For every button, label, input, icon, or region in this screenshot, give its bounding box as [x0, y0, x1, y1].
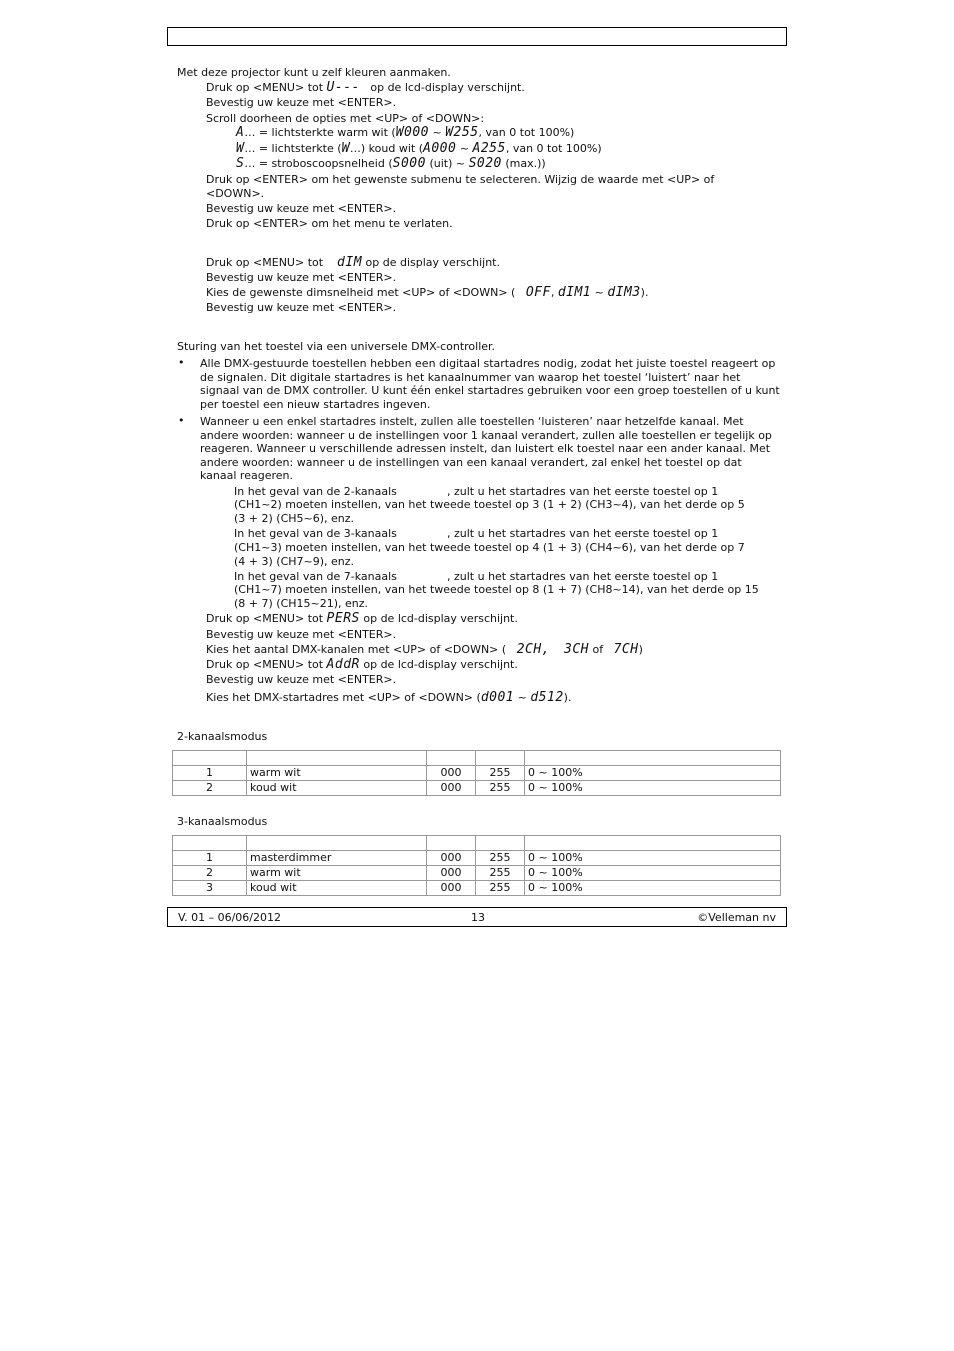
table-cell: 2 [173, 781, 247, 796]
table-cell: 1 [173, 766, 247, 781]
table-row [173, 766, 781, 781]
table-cell: koud wit [247, 881, 427, 896]
lcd-text: A000 [423, 141, 457, 156]
dmx-step-4 [206, 658, 518, 671]
dim-step-3 [206, 286, 648, 299]
sep: ~ [517, 691, 527, 704]
lcd-text: 7CH [613, 642, 639, 657]
case-line: (8 + 7) (CH15~21), enz. [234, 597, 369, 610]
step-text: of [592, 643, 604, 656]
option-s [236, 157, 546, 170]
option-text: … = lichtsterkte warm wit ( [244, 126, 396, 139]
table-cell: 255 [476, 881, 525, 896]
color-step-4a: Druk op <ENTER> om het gewenste submenu te selecteren. Wijzig de waarde met <UP> of [206, 173, 715, 186]
table-header-row [173, 751, 781, 766]
lcd-text: W [341, 141, 350, 156]
table-cell [247, 836, 427, 851]
color-step-5: Bevestig uw keuze met <ENTER>. [206, 202, 397, 215]
table-cell: 1 [173, 851, 247, 866]
table-cell: 0 ~ 100% [525, 781, 781, 796]
case-line: In het geval van de 7-kanaals [234, 570, 397, 583]
case-line: (CH1~2) moeten instellen, van het tweede toestel op 3 (1 + 2) (CH3~4), van het derde op 5 [234, 498, 745, 511]
table-row [173, 866, 781, 881]
footer-page-number: 13 [471, 911, 485, 924]
lcd-text: dIM3 [607, 285, 641, 300]
step-text: Druk op <MENU> tot [206, 81, 324, 94]
table-cell [525, 751, 781, 766]
table-cell: 000 [427, 766, 476, 781]
table-row [173, 851, 781, 866]
sep: ). [563, 691, 572, 704]
sep: , [550, 286, 555, 299]
dmx-step-5: Bevestig uw keuze met <ENTER>. [206, 673, 397, 686]
case-line: , zult u het startadres van het eerste toestel op 1 [447, 485, 719, 498]
table-cell [427, 751, 476, 766]
table-header-row [173, 836, 781, 851]
table-cell: 255 [476, 766, 525, 781]
dmx-step-2: Bevestig uw keuze met <ENTER>. [206, 628, 397, 641]
step-text: Druk op <MENU> tot [206, 612, 324, 625]
table2-title: 2-kanaalsmodus [177, 730, 268, 743]
dim-step-1 [206, 256, 500, 269]
case-line: (4 + 3) (CH7~9), enz. [234, 555, 355, 568]
option-text: , van 0 tot 100%) [478, 126, 575, 139]
table-row [173, 881, 781, 896]
lcd-text: d001 [480, 690, 515, 705]
lcd-text: U--- [326, 80, 360, 95]
lcd-text: W [236, 141, 245, 156]
lcd-text: A [236, 125, 245, 140]
lcd-text: 3CH [564, 642, 589, 657]
sep: ). [640, 286, 649, 299]
color-step-2: Bevestig uw keuze met <ENTER>. [206, 96, 397, 109]
option-text: … = stroboscoopsnelheid ( [244, 157, 393, 170]
table-cell: 0 ~ 100% [525, 766, 781, 781]
lcd-text: 2CH, [516, 642, 550, 657]
option-text: …) koud wit ( [349, 142, 423, 155]
option-text: , van 0 tot 100%) [505, 142, 602, 155]
table-cell: 255 [476, 851, 525, 866]
table-cell: 255 [476, 781, 525, 796]
case-line: , zult u het startadres van het eerste toestel op 1 [447, 570, 719, 583]
table-cell [247, 751, 427, 766]
dim-step-2: Bevestig uw keuze met <ENTER>. [206, 271, 397, 284]
table-cell [525, 836, 781, 851]
table-cell: 000 [427, 851, 476, 866]
color-step-1 [206, 81, 525, 94]
lcd-text: dIM1 [557, 285, 592, 300]
lcd-text: d512 [530, 690, 564, 705]
table-cell: 0 ~ 100% [525, 866, 781, 881]
dmx-bullet-1: Alle DMX-gestuurde toestellen hebben een digitaal startadres nodig, zodat het juiste toestel reageert op de signalen. Dit digitale startadres is het kanaalnummer van waarop het toestel ‘luistert’ naar het signaal van de DMX controller. U kunt één enkel startadres gebruiken voor een groep toestellen of u kunt per toestel een nieuw startadres ingeven. [200, 357, 780, 411]
step-text: Druk op <MENU> tot [206, 256, 324, 269]
sep: ) [638, 643, 643, 656]
option-text: (max.)) [505, 157, 546, 170]
table-cell: 0 ~ 100% [525, 881, 781, 896]
option-a [236, 126, 574, 139]
bullet-icon: • [178, 414, 185, 427]
dmx-step-6 [206, 691, 571, 704]
step-text: op de display verschijnt. [365, 256, 500, 269]
step-text: Kies het DMX-startadres met <UP> of <DOWN> ( [206, 691, 481, 704]
option-text: (uit) ~ [429, 157, 466, 170]
lcd-text: W255 [445, 125, 479, 140]
step-text: Druk op <MENU> tot [206, 658, 324, 671]
table-cell: 000 [427, 866, 476, 881]
table-cell [476, 836, 525, 851]
lcd-text: S [236, 156, 245, 171]
dim-step-4: Bevestig uw keuze met <ENTER>. [206, 301, 397, 314]
case-line: (3 + 2) (CH5~6), enz. [234, 512, 355, 525]
table-cell: 0 ~ 100% [525, 851, 781, 866]
case-line: In het geval van de 3-kanaals [234, 527, 397, 540]
case-line: In het geval van de 2-kanaals [234, 485, 397, 498]
bullet-icon: • [178, 356, 185, 369]
dmx-step-1 [206, 612, 518, 625]
case-line: (CH1~3) moeten instellen, van het tweede toestel op 4 (1 + 3) (CH4~6), van het derde op 7 [234, 541, 745, 554]
table-cell [427, 836, 476, 851]
lcd-text: S020 [468, 156, 502, 171]
option-text: … = lichtsterkte ( [244, 142, 342, 155]
table3-title: 3-kanaalsmodus [177, 815, 268, 828]
header-box [167, 27, 787, 46]
table-cell: 000 [427, 881, 476, 896]
table-cell: masterdimmer [247, 851, 427, 866]
lcd-text: AddR [326, 657, 360, 672]
dmx-bullet-2: Wanneer u een enkel startadres instelt, zullen alle toestellen ‘luisteren’ naar hetzelfde kanaal. Met andere woorden: wanneer u de instellingen voor 1 kanaal verandert, zullen alle toestellen er tegelijk op reageren. Wanneer u verschillende adressen instelt, dan luistert elk toestel naar een ander kanaal. Met andere woorden: wanneer u de instellingen van een kanaal verandert, zal enkel het toestel op dat kanaal reageren. [200, 415, 772, 483]
step-text: op de lcd-display verschijnt. [363, 658, 518, 671]
step-text: Kies het aantal DMX-kanalen met <UP> of <DOWN> ( [206, 643, 507, 656]
dmx-intro: Sturing van het toestel via een universele DMX-controller. [177, 340, 496, 353]
lcd-text: S000 [392, 156, 426, 171]
lcd-text: OFF [525, 285, 551, 300]
table-cell [173, 751, 247, 766]
color-step-4b: <DOWN>. [206, 187, 265, 200]
table-2ch [172, 750, 781, 796]
table-cell: warm wit [247, 766, 427, 781]
table-3ch [172, 835, 781, 896]
sep: ~ [459, 142, 470, 155]
intro-text: Met deze projector kunt u zelf kleuren aanmaken. [177, 66, 451, 79]
table-cell: 255 [476, 866, 525, 881]
table-row [173, 781, 781, 796]
footer-version: V. 01 – 06/06/2012 [178, 911, 281, 924]
page-footer [167, 907, 787, 927]
step-text: op de lcd-display verschijnt. [370, 81, 525, 94]
case-line: (CH1~7) moeten instellen, van het tweede toestel op 8 (1 + 7) (CH8~14), van het derde op 15 [234, 583, 759, 596]
table-cell: 2 [173, 866, 247, 881]
step-text: op de lcd-display verschijnt. [363, 612, 518, 625]
table-cell: warm wit [247, 866, 427, 881]
lcd-text: dIM [337, 255, 363, 270]
lcd-text: PERS [326, 611, 360, 626]
option-w [236, 142, 602, 155]
case-line: , zult u het startadres van het eerste toestel op 1 [447, 527, 719, 540]
table-cell: 3 [173, 881, 247, 896]
color-step-6: Druk op <ENTER> om het menu te verlaten. [206, 217, 453, 230]
lcd-text: A255 [472, 141, 506, 156]
table-cell [173, 836, 247, 851]
sep: ~ [432, 126, 442, 139]
footer-copyright: ©Velleman nv [697, 911, 776, 924]
color-step-3: Scroll doorheen de opties met <UP> of <DOWN>: [206, 112, 485, 125]
dmx-step-3 [206, 643, 643, 656]
sep: ~ [594, 286, 604, 299]
step-text: Kies de gewenste dimsnelheid met <UP> of <DOWN> ( [206, 286, 516, 299]
lcd-text: W000 [395, 125, 430, 140]
table-cell [476, 751, 525, 766]
table-cell: koud wit [247, 781, 427, 796]
table-cell: 000 [427, 781, 476, 796]
